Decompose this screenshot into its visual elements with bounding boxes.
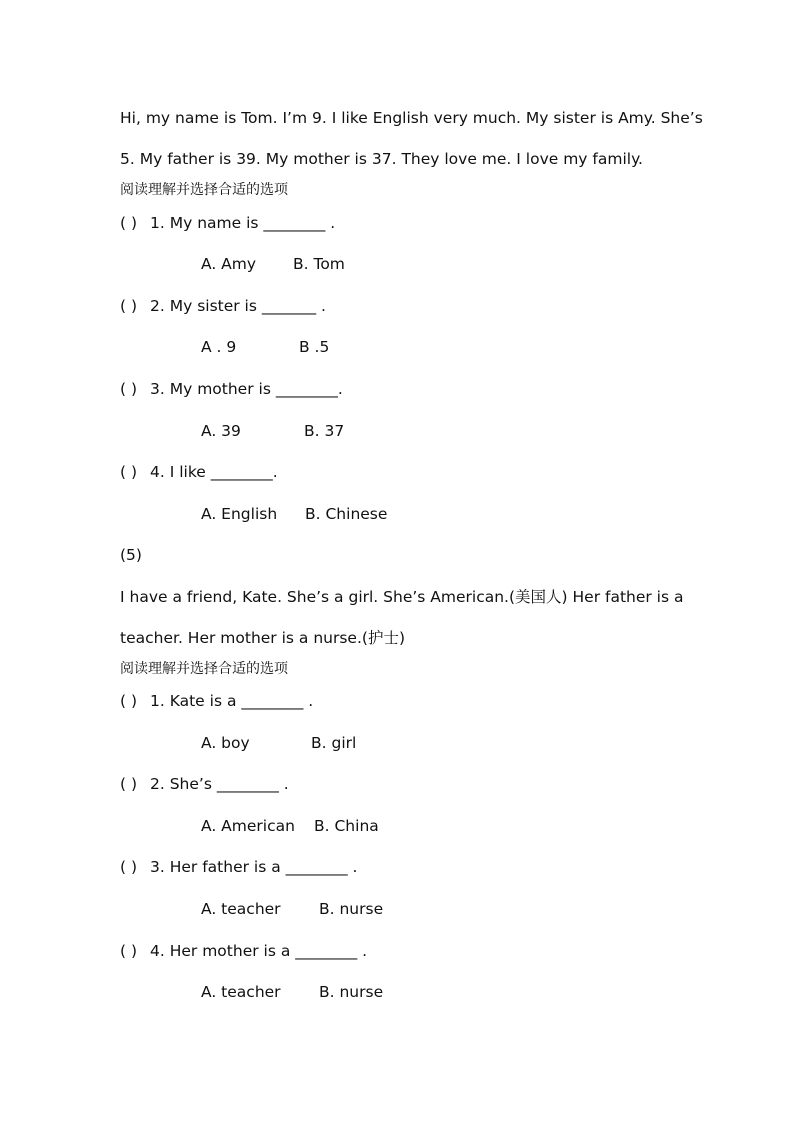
s2-question-4 (120, 941, 367, 961)
s2-q1-option-b: B. girl (311, 734, 357, 752)
instruction2: 阅读理解并选择合适的选项 (120, 661, 288, 677)
answer-paren: ( ) (120, 775, 138, 793)
s1-q1-option-a: A. Amy (201, 255, 257, 273)
s1-q3-option-a: A. 39 (201, 422, 241, 440)
instruction1: 阅读理解并选择合适的选项 (120, 182, 288, 198)
question-text: 3. Her father is a ________ . (150, 858, 358, 876)
answer-paren: ( ) (120, 297, 138, 315)
s1-q2-option-a: A . 9 (201, 338, 237, 356)
answer-paren: ( ) (120, 214, 138, 232)
passage2-line1: I have a friend, Kate. She’s a girl. She’s American.(美国人) Her father is a (120, 588, 684, 606)
s2-q2-option-a: A. American (201, 817, 295, 835)
question-text: 1. My name is ________ . (150, 214, 336, 232)
answer-paren: ( ) (120, 692, 138, 710)
s1-question-2 (120, 296, 326, 316)
s1-q4-option-a: A. English (201, 505, 278, 523)
passage1-line1: Hi, my name is Tom. I’m 9. I like English very much. My sister is Amy. She’s (120, 109, 703, 127)
passage1-line2: 5. My father is 39. My mother is 37. They love me. I love my family. (120, 150, 643, 168)
s1-q2-option-b: B .5 (299, 338, 330, 356)
passage2-line2: teacher. Her mother is a nurse.(护士) (120, 629, 405, 647)
question-text: 4. Her mother is a ________ . (150, 942, 368, 960)
s2-q3-option-a: A. teacher (201, 900, 281, 918)
s2-q4-option-b: B. nurse (319, 983, 384, 1001)
answer-paren: ( ) (120, 463, 138, 481)
section-marker: (5) (120, 546, 142, 564)
s2-q4-option-a: A. teacher (201, 983, 281, 1001)
s2-question-1 (120, 691, 313, 711)
question-text: 2. My sister is _______ . (150, 297, 326, 315)
s1-q4-option-b: B. Chinese (305, 505, 388, 523)
s2-question-3 (120, 857, 358, 877)
s1-q3-option-b: B. 37 (304, 422, 345, 440)
question-text: 1. Kate is a ________ . (150, 692, 314, 710)
question-text: 4. I like ________. (150, 463, 278, 481)
s2-question-2 (120, 774, 289, 794)
s2-q1-option-a: A. boy (201, 734, 250, 752)
answer-paren: ( ) (120, 380, 138, 398)
answer-paren: ( ) (120, 858, 138, 876)
s2-q3-option-b: B. nurse (319, 900, 384, 918)
s1-question-1 (120, 213, 335, 233)
s1-q1-option-b: B. Tom (293, 255, 345, 273)
question-text: 3. My mother is ________. (150, 380, 343, 398)
question-text: 2. She’s ________ . (150, 775, 289, 793)
s1-question-3 (120, 379, 343, 399)
s1-question-4 (120, 462, 278, 482)
s2-q2-option-b: B. China (314, 817, 379, 835)
answer-paren: ( ) (120, 942, 138, 960)
